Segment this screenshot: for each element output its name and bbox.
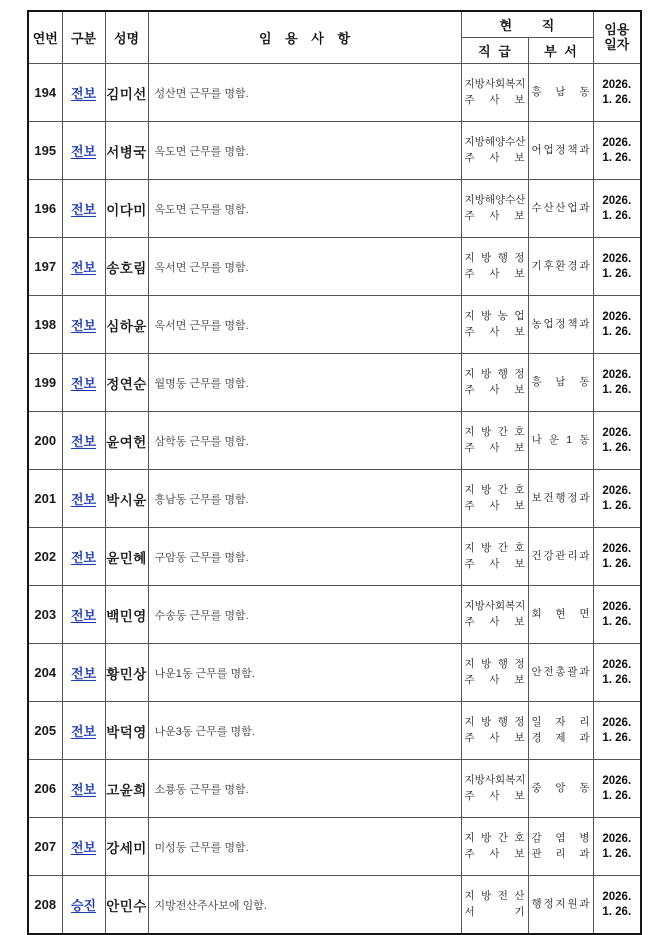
person-name: 윤여헌 (105, 412, 148, 470)
row-number: 207 (28, 818, 62, 876)
appointment-detail: 구암동 근무를 명함. (148, 528, 461, 586)
appointment-date: 2026. 1. 26. (593, 64, 641, 122)
appointment-detail: 지방전산주사보에 임함. (148, 876, 461, 935)
row-number: 208 (28, 876, 62, 935)
category-cell (62, 296, 105, 354)
category-label: 전보 (70, 317, 97, 333)
category-cell (62, 412, 105, 470)
header-date-line1: 임용 (604, 21, 630, 37)
current-department: 흥 남 동 (528, 354, 593, 412)
appointment-date: 2026. 1. 26. (593, 412, 641, 470)
table-row (28, 180, 641, 238)
table-body (28, 64, 641, 935)
appointment-table (27, 10, 642, 935)
row-number: 203 (28, 586, 62, 644)
header-no: 연번 (28, 11, 62, 64)
appointment-date: 2026. 1. 26. (593, 180, 641, 238)
category-label: 승진 (70, 897, 97, 913)
appointment-detail: 나운1동 근무를 명함. (148, 644, 461, 702)
table-row (28, 818, 641, 876)
appointment-date: 2026. 1. 26. (593, 296, 641, 354)
category-label: 전보 (70, 85, 97, 101)
category-label: 전보 (70, 375, 97, 391)
category-label: 전보 (70, 259, 97, 275)
header-date (593, 11, 641, 64)
person-name: 박덕영 (105, 702, 148, 760)
appointment-detail: 소룡동 근무를 명함. (148, 760, 461, 818)
person-name: 이다미 (105, 180, 148, 238)
header-current-position: 현 직 (461, 11, 593, 38)
table-row (28, 644, 641, 702)
row-number: 201 (28, 470, 62, 528)
table-row (28, 760, 641, 818)
category-label: 전보 (70, 549, 97, 565)
category-cell (62, 528, 105, 586)
row-number: 204 (28, 644, 62, 702)
row-number: 196 (28, 180, 62, 238)
person-name: 황민상 (105, 644, 148, 702)
current-rank: 지 방 행 정 주 사 보 (461, 354, 528, 412)
current-rank: 지 방 간 호 주 사 보 (461, 818, 528, 876)
person-name: 윤민혜 (105, 528, 148, 586)
person-name: 고윤희 (105, 760, 148, 818)
current-rank: 지 방 행 정 주 사 보 (461, 238, 528, 296)
category-cell (62, 122, 105, 180)
appointment-date: 2026. 1. 26. (593, 818, 641, 876)
appointment-date: 2026. 1. 26. (593, 644, 641, 702)
header-department: 부 서 (528, 38, 593, 64)
current-department: 중 앙 동 (528, 760, 593, 818)
table-row (28, 586, 641, 644)
table-row (28, 122, 641, 180)
appointment-date: 2026. 1. 26. (593, 354, 641, 412)
appointment-detail: 옥서면 근무를 명함. (148, 296, 461, 354)
appointment-date: 2026. 1. 26. (593, 586, 641, 644)
current-department: 어 업 정 책 과 (528, 122, 593, 180)
appointment-date: 2026. 1. 26. (593, 528, 641, 586)
category-label: 전보 (70, 491, 97, 507)
table-row (28, 470, 641, 528)
table-row (28, 238, 641, 296)
table-row (28, 876, 641, 935)
row-number: 195 (28, 122, 62, 180)
current-department: 농 업 정 책 과 (528, 296, 593, 354)
category-label: 전보 (70, 433, 97, 449)
table-row (28, 354, 641, 412)
appointment-detail: 삼학동 근무를 명함. (148, 412, 461, 470)
current-department: 나 운 1 동 (528, 412, 593, 470)
row-number: 198 (28, 296, 62, 354)
category-cell (62, 760, 105, 818)
category-cell (62, 818, 105, 876)
appointment-detail: 옥서면 근무를 명함. (148, 238, 461, 296)
current-department: 행 정 지 원 과 (528, 876, 593, 935)
appointment-detail: 흥남동 근무를 명함. (148, 470, 461, 528)
row-number: 194 (28, 64, 62, 122)
person-name: 심하윤 (105, 296, 148, 354)
current-rank: 지 방 해 양 수 산 주 사 보 (461, 180, 528, 238)
appointment-date: 2026. 1. 26. (593, 470, 641, 528)
table-row (28, 528, 641, 586)
category-cell (62, 64, 105, 122)
current-department: 안 전 총 괄 과 (528, 644, 593, 702)
category-cell (62, 354, 105, 412)
row-number: 205 (28, 702, 62, 760)
person-name: 김미선 (105, 64, 148, 122)
category-cell (62, 876, 105, 935)
header-action: 임 용 사 항 (148, 11, 461, 64)
appointment-detail: 성산면 근무를 명함. (148, 64, 461, 122)
appointment-detail: 옥도면 근무를 명함. (148, 180, 461, 238)
current-department: 보 건 행 정 과 (528, 470, 593, 528)
person-name: 박시윤 (105, 470, 148, 528)
current-department: 기 후 환 경 과 (528, 238, 593, 296)
appointment-date: 2026. 1. 26. (593, 876, 641, 935)
table-row (28, 64, 641, 122)
appointment-detail: 미성동 근무를 명함. (148, 818, 461, 876)
category-label: 전보 (70, 665, 97, 681)
appointment-detail: 옥도면 근무를 명함. (148, 122, 461, 180)
header-rank: 직 급 (461, 38, 528, 64)
row-number: 197 (28, 238, 62, 296)
category-cell (62, 470, 105, 528)
person-name: 송호림 (105, 238, 148, 296)
person-name: 안민수 (105, 876, 148, 935)
current-department: 건 강 관 리 과 (528, 528, 593, 586)
table-row (28, 296, 641, 354)
current-rank: 지 방 간 호 주 사 보 (461, 412, 528, 470)
person-name: 강세미 (105, 818, 148, 876)
current-rank: 지 방 농 업 주 사 보 (461, 296, 528, 354)
current-department: 회 현 면 (528, 586, 593, 644)
header-name: 성명 (105, 11, 148, 64)
appointment-date: 2026. 1. 26. (593, 760, 641, 818)
table-row (28, 412, 641, 470)
current-rank: 지 방 행 정 주 사 보 (461, 702, 528, 760)
person-name: 백민영 (105, 586, 148, 644)
appointment-date: 2026. 1. 26. (593, 122, 641, 180)
header-category: 구분 (62, 11, 105, 64)
current-rank: 지 방 간 호 주 사 보 (461, 528, 528, 586)
person-name: 서병국 (105, 122, 148, 180)
category-label: 전보 (70, 723, 97, 739)
category-cell (62, 238, 105, 296)
category-label: 전보 (70, 201, 97, 217)
current-rank: 지 방 해 양 수 산 주 사 보 (461, 122, 528, 180)
current-rank: 지 방 사 회 복 지 주 사 보 (461, 64, 528, 122)
category-cell (62, 180, 105, 238)
current-department: 일 자 리 경 제 과 (528, 702, 593, 760)
row-number: 199 (28, 354, 62, 412)
row-number: 202 (28, 528, 62, 586)
current-rank: 지 방 전 산 서 기 (461, 876, 528, 935)
appointment-date: 2026. 1. 26. (593, 238, 641, 296)
current-rank: 지 방 사 회 복 지 주 사 보 (461, 586, 528, 644)
row-number: 206 (28, 760, 62, 818)
category-cell (62, 644, 105, 702)
current-rank: 지 방 사 회 복 지 주 사 보 (461, 760, 528, 818)
category-cell (62, 586, 105, 644)
category-label: 전보 (70, 607, 97, 623)
current-rank: 지 방 간 호 주 사 보 (461, 470, 528, 528)
appointment-detail: 월명동 근무를 명함. (148, 354, 461, 412)
appointment-detail: 수송동 근무를 명함. (148, 586, 461, 644)
table-header (28, 11, 641, 64)
current-department: 수 산 산 업 과 (528, 180, 593, 238)
table-row (28, 702, 641, 760)
category-label: 전보 (70, 143, 97, 159)
current-rank: 지 방 행 정 주 사 보 (461, 644, 528, 702)
current-department: 흥 남 동 (528, 64, 593, 122)
category-cell (62, 702, 105, 760)
current-department: 감 염 병 관 리 과 (528, 818, 593, 876)
person-name: 정연순 (105, 354, 148, 412)
row-number: 200 (28, 412, 62, 470)
header-date-line2: 일자 (604, 36, 630, 52)
category-label: 전보 (70, 781, 97, 797)
appointment-detail: 나운3동 근무를 명함. (148, 702, 461, 760)
category-label: 전보 (70, 839, 97, 855)
appointment-date: 2026. 1. 26. (593, 702, 641, 760)
